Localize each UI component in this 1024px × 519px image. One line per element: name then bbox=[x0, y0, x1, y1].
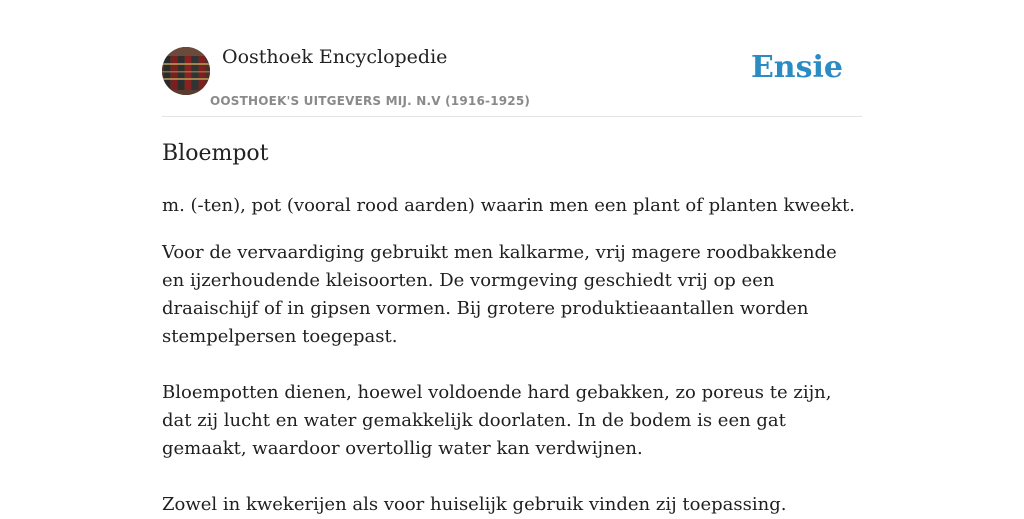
site-title[interactable]: Oosthoek Encyclopedie bbox=[222, 46, 448, 68]
article-body bbox=[162, 192, 862, 519]
ensie-logo[interactable]: Ensie bbox=[750, 50, 843, 85]
paragraph: Voor de vervaardiging gebruikt men kalkarme, vrij magere roodbakkende en ijzerhoudende kleisoorten. De vormgeving geschiedt vrij op een draaischijf of in gipsen vormen. Bij grotere produktieaantallen worden stempelpersen toegepast. bbox=[162, 242, 837, 347]
page-container bbox=[162, 0, 862, 515]
paragraph: Zowel in kwekerijen als voor huiselijk gebruik vinden zij toepassing. bbox=[162, 494, 787, 515]
definition-text: m. (-ten), pot (vooral rood aarden) waarin men een plant of planten kweekt. bbox=[162, 195, 855, 216]
article-title: Bloempot bbox=[162, 141, 269, 166]
paragraph: Bloempotten dienen, hoewel voldoende hard gebakken, zo poreus te zijn, dat zij lucht en water gemakkelijk doorlaten. In de bodem is een gat gemaakt, waardoor overtollig water kan verdwijnen. bbox=[162, 382, 832, 459]
encyclopedia-books-icon[interactable] bbox=[162, 47, 210, 95]
site-header bbox=[162, 0, 862, 117]
publisher-subtitle: OOSTHOEK'S UITGEVERS MIJ. N.V (1916-1925) bbox=[210, 94, 531, 108]
